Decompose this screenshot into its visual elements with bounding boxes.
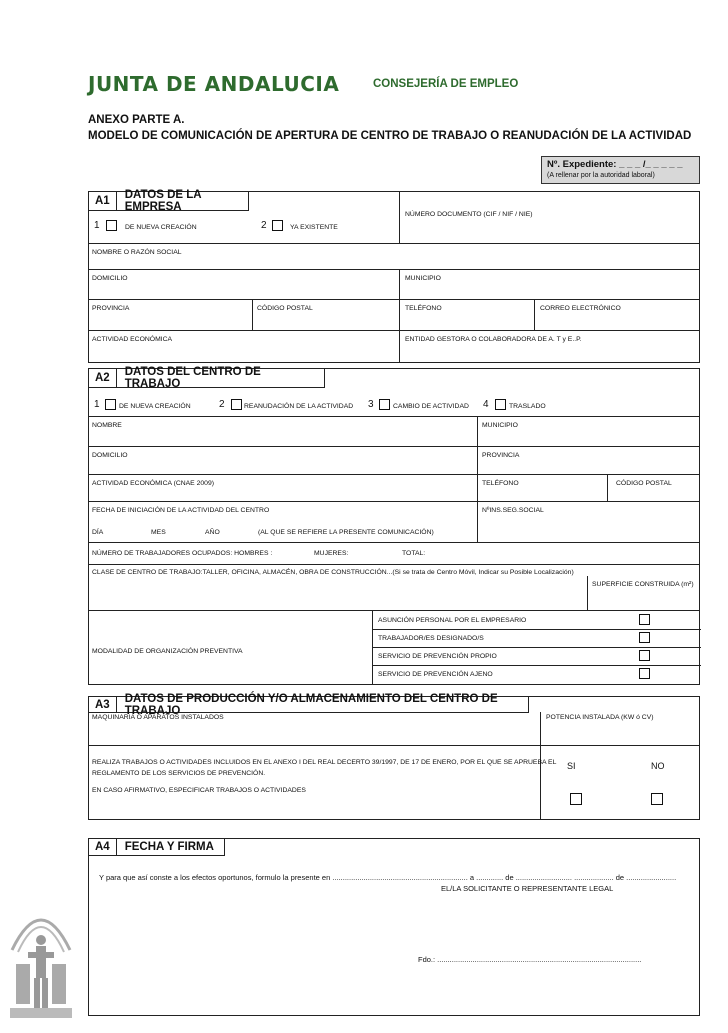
telefono-field[interactable]: TELÉFONO (405, 305, 442, 312)
municipio-field[interactable]: MUNICIPIO (482, 422, 518, 429)
actividad-field[interactable]: ACTIVIDAD ECONÓMICA (92, 336, 173, 343)
option-label: YA EXISTENTE (290, 224, 338, 231)
checkbox-servicio-ajeno[interactable] (639, 668, 650, 679)
entidad-field[interactable]: ENTIDAD GESTORA O COLABORADORA DE A. T y E..P. (405, 336, 582, 343)
checkbox-ya-existente[interactable] (272, 220, 283, 231)
section-a1 (88, 191, 700, 363)
checkbox-reanudacion[interactable] (231, 399, 242, 410)
solicitante-label: EL/LA SOLICITANTE O REPRESENTANTE LEGAL (441, 884, 614, 893)
prev-option-label: SERVICIO DE PREVENCIÓN AJENO (378, 671, 493, 678)
provincia-field[interactable]: PROVINCIA (92, 305, 130, 312)
section-name: FECHA Y FIRMA (124, 841, 214, 853)
maquinaria-field[interactable]: MAQUINARIA O APARATOS INSTALADOS (92, 714, 224, 721)
consejeria-title: CONSEJERÍA DE EMPLEO (373, 78, 519, 90)
option-number: 2 (261, 220, 267, 231)
checkbox-nueva-creacion[interactable] (106, 220, 117, 231)
section-code: A2 (89, 369, 117, 387)
total-field[interactable]: TOTAL: (402, 550, 426, 557)
telefono-field[interactable]: TELÉFONO (482, 480, 519, 487)
actividades-field[interactable]: EN CASO AFIRMATIVO, ESPECIFICAR TRABAJOS O ACTIVIDADES (92, 787, 306, 794)
option-label: CAMBIO DE ACTIVIDAD (393, 403, 469, 410)
actividad-field[interactable]: ACTIVIDAD ECONÓMICA (CNAE 2009) (92, 480, 214, 487)
expediente-box (541, 156, 700, 184)
anexo-i-question-cont: REGLAMENTO DE LOS SERVICIOS DE PREVENCIÓN. (92, 770, 266, 777)
a1-row-actividad (89, 331, 699, 362)
seguridad-social-field[interactable]: NºINS.SEG.SOCIAL (482, 507, 544, 514)
a1-row-provincia (89, 300, 699, 331)
declaration-text[interactable]: Y para que así conste a los efectos oportunos, formulo la presente en ................................................................. a ............. de ........................... ................... de ........................ (99, 873, 677, 882)
anexo-i-question: REALIZA TRABAJOS O ACTIVIDADES INCLUIDOS EN EL ANEXO I DEL REAL DECERTO 39/1997, DE 17 DE ENERO, POR EL QUE SE APRUEBA EL (92, 759, 557, 766)
andalucia-emblem-icon (4, 880, 78, 1028)
checkbox-trabajadores-designados[interactable] (639, 632, 650, 643)
option-number: 2 (219, 399, 225, 410)
a2-row-actividad (89, 475, 699, 502)
razon-social-field[interactable]: NOMBRE O RAZÓN SOCIAL (92, 249, 182, 256)
fecha-nota: (AL QUE SE REFIERE LA PRESENTE COMUNICACIÓN) (258, 529, 434, 536)
a1-row-razon (89, 244, 699, 270)
section-a4-title (89, 839, 225, 856)
a2-row-domicilio (89, 447, 699, 475)
section-name: DATOS DEL CENTRO DE TRABAJO (124, 366, 261, 390)
section-name: DATOS DE LA EMPRESA (124, 189, 202, 213)
junta-logo-text: JUNTA DE ANDALUCIA (88, 72, 340, 96)
a2-row-nombre (89, 417, 699, 447)
doc-number-field[interactable]: NÚMERO DOCUMENTO (CIF / NIF / NIE) (405, 211, 533, 218)
option-label: REANUDACIÓN DE LA ACTIVIDAD (244, 403, 354, 410)
prev-option-label: ASUNCIÓN PERSONAL POR EL EMPRESARIO (378, 617, 527, 624)
checkbox-no[interactable] (651, 793, 663, 805)
domicilio-field[interactable]: DOMICILIO (92, 275, 128, 282)
option-label: TRASLADO (509, 403, 546, 410)
checkbox-cambio-actividad[interactable] (379, 399, 390, 410)
option-label: DE NUEVA CREACIÓN (119, 403, 191, 410)
a1-row-domicilio (89, 270, 699, 300)
a2-row-clase (89, 565, 699, 611)
prev-option-label: TRABAJADOR/ES DESIGNADO/S (378, 635, 484, 642)
section-a2 (88, 368, 700, 685)
checkbox-si[interactable] (570, 793, 582, 805)
nombre-field[interactable]: NOMBRE (92, 422, 122, 429)
section-code: A3 (89, 697, 117, 712)
codigo-postal-field[interactable]: CÓDIGO POSTAL (257, 305, 313, 312)
municipio-field[interactable]: MUNICIPIO (405, 275, 441, 282)
expediente-note: (A rellenar por la autoridad laboral) (547, 172, 655, 179)
a1-row-type (89, 192, 699, 244)
no-label: NO (651, 761, 665, 771)
option-number: 4 (483, 399, 489, 410)
a2-row-modalidad (89, 611, 699, 685)
option-number: 1 (94, 220, 100, 231)
option-number: 1 (94, 399, 100, 410)
section-a4 (88, 838, 700, 1016)
hombres-field[interactable]: NÚMERO DE TRABAJADORES OCUPADOS: HOMBRES : (92, 550, 273, 557)
dia-field[interactable]: DÍA (92, 529, 104, 536)
mes-field[interactable]: MES (151, 529, 166, 536)
codigo-postal-field[interactable]: CÓDIGO POSTAL (616, 480, 672, 487)
checkbox-nueva-creacion[interactable] (105, 399, 116, 410)
form-title: MODELO DE COMUNICACIÓN DE APERTURA DE CENTRO DE TRABAJO O REANUDACIÓN DE LA ACTIVIDAD (88, 130, 692, 142)
a3-row-maquinaria (89, 697, 699, 745)
potencia-field[interactable]: POTENCIA INSTALADA (KW ó CV) (546, 714, 654, 721)
mujeres-field[interactable]: MUJERES: (314, 550, 349, 557)
section-a3 (88, 692, 700, 820)
checkbox-servicio-propio[interactable] (639, 650, 650, 661)
correo-field[interactable]: CORREO ELECTRÓNICO (540, 305, 621, 312)
a2-row-fecha (89, 502, 699, 543)
provincia-field[interactable]: PROVINCIA (482, 452, 520, 459)
section-code: A4 (89, 839, 117, 855)
prev-option-label: SERVICIO DE PREVENCIÓN PROPIO (378, 653, 497, 660)
section-name: DATOS DE PRODUCCIÓN Y/O ALMACENAMIENTO DEL CENTRO DE TRABAJO (124, 692, 498, 717)
a2-row-trabajadores (89, 543, 699, 565)
fecha-inicio-label: FECHA DE INICIACIÓN DE LA ACTIVIDAD DEL CENTRO (92, 507, 270, 514)
checkbox-traslado[interactable] (495, 399, 506, 410)
option-label: DE NUEVA CREACIÓN (125, 224, 197, 231)
expediente-label: Nº. Expediente: _ _ _ /_ _ _ _ _ (547, 159, 683, 170)
clase-centro-field[interactable]: CLASE DE CENTRO DE TRABAJO:TALLER, OFICINA, ALMACÉN, OBRA DE CONSTRUCCIÓN...(Si se trata de Centro Móvil, Indicar su Posible Localización) (92, 569, 574, 576)
a2-row-type (89, 369, 699, 417)
superficie-field[interactable]: SUPERFICIE CONSTRUIDA (m²) (592, 581, 694, 588)
si-label: SI (567, 761, 576, 771)
checkbox-asuncion-personal[interactable] (639, 614, 650, 625)
firma-field[interactable]: Fdo.: .................................................................................................. (418, 955, 642, 964)
option-number: 3 (368, 399, 374, 410)
section-code: A1 (89, 192, 117, 210)
domicilio-field[interactable]: DOMICILIO (92, 452, 128, 459)
annex-title: ANEXO PARTE A. (88, 114, 185, 126)
anio-field[interactable]: AÑO (205, 529, 220, 536)
modalidad-label: MODALIDAD DE ORGANIZACIÓN PREVENTIVA (92, 648, 243, 655)
